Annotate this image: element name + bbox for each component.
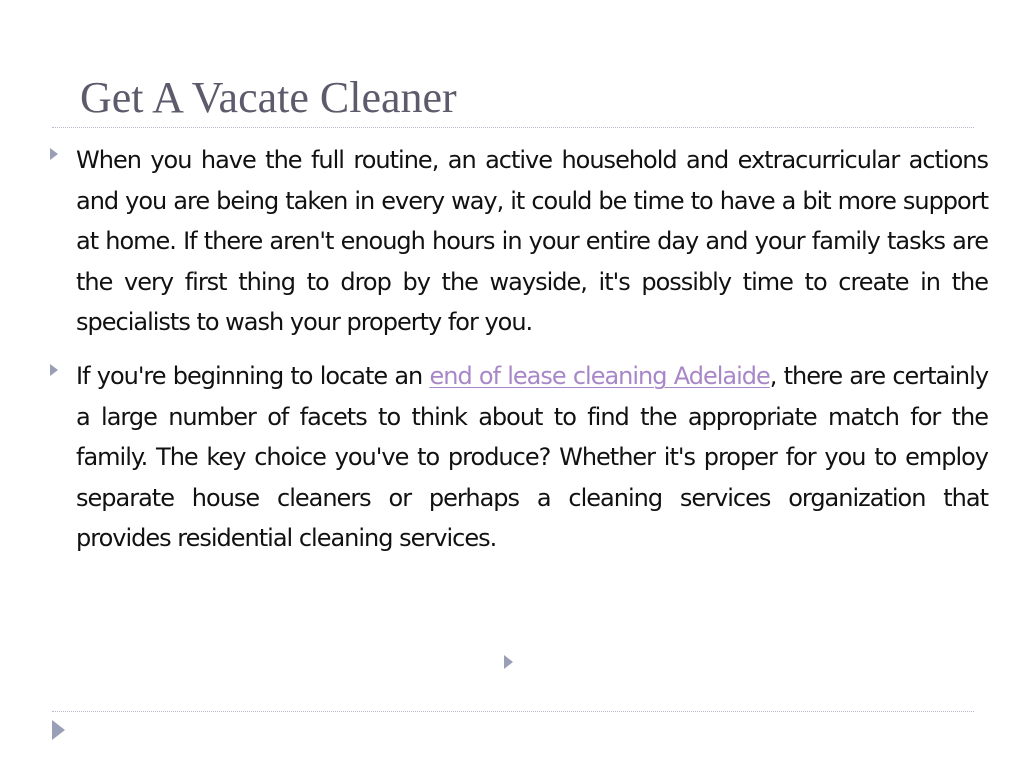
slide-content [0,140,1024,572]
title-divider [52,127,974,128]
bullet-text [76,356,988,559]
bullet-item [0,356,1024,559]
bullet-triangle-icon [50,148,58,160]
bullet-text: When you have the full routine, an active household and extracurricular actions and you are being taken in every way, it could be time to have a bit more support at home. If there aren't enough hours in your entire day and your family tasks are the very first thing to drop by the wayside, it's possibly time to create in the specialists to wash your property for you. [76,146,988,337]
bullet-text-after-link: , there are certainly a large number of facets to think about to find the appropriate match for the family. The key choice you've to produce? Whether it's proper for you to employ separate house cleaners or perhaps a cleaning services organization that provides residential cleaning services. [76,361,989,553]
bullet-text-before-link: If you're beginning to locate an [76,361,430,390]
bullet-triangle-icon [50,364,58,376]
end-of-lease-cleaning-link[interactable]: end of lease cleaning Adelaide [429,361,770,390]
corner-triangle-icon [52,720,65,740]
slide-title: Get A Vacate Cleaner [80,73,457,122]
footer-divider [52,711,974,712]
bullet-item [0,140,1024,343]
empty-bullet-triangle-icon [504,655,513,669]
